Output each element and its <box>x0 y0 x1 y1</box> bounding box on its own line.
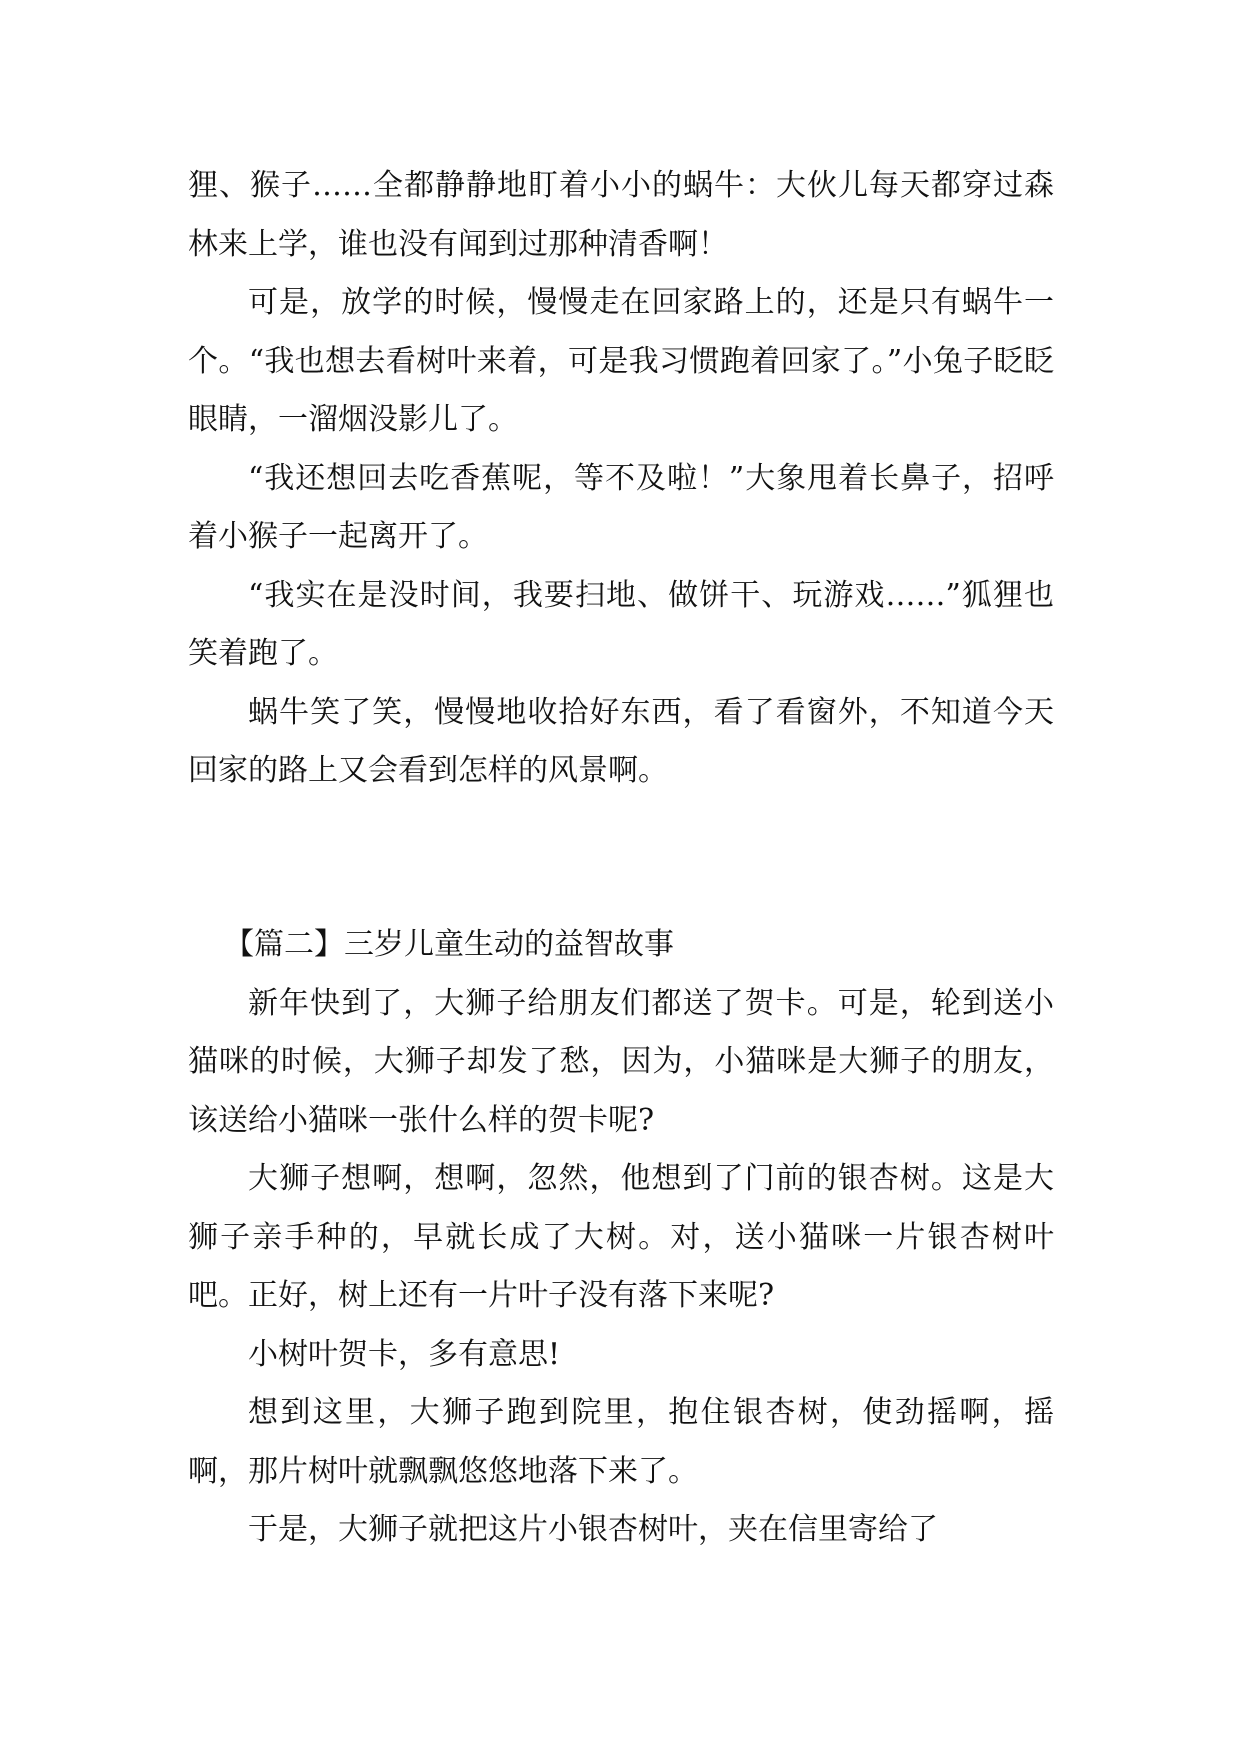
paragraph: 狸、猴子……全都静静地盯着小小的蜗牛：大伙儿每天都穿过森林来上学，谁也没有闻到过那种清香啊！ <box>188 168 1054 262</box>
paragraph: 想到这里，大狮子跑到院里，抱住银杏树，使劲摇啊，摇啊，那片树叶就飘飘悠悠地落下来了。 <box>188 1395 1054 1489</box>
paragraph: 可是，放学的时候，慢慢走在回家路上的，还是只有蜗牛一个。“我也想去看树叶来着，可是我习惯跑着回家了。”小兔子眨眨眼睛，一溜烟没影儿了。 <box>188 285 1054 437</box>
paragraph: 新年快到了，大狮子给朋友们都送了贺卡。可是，轮到送小猫咪的时候，大狮子却发了愁，因为，小猫咪是大狮子的朋友，该送给小猫咪一张什么样的贺卡呢? <box>188 985 1054 1138</box>
story-one-continuation <box>188 157 1054 801</box>
paragraph: “我还想回去吃香蕉呢，等不及啦！”大象甩着长鼻子，招呼着小猴子一起离开了。 <box>188 460 1054 554</box>
paragraph: 蜗牛笑了笑，慢慢地收拾好东西，看了看窗外，不知道今天回家的路上又会看到怎样的风景啊。 <box>188 694 1054 788</box>
paragraph: 小树叶贺卡，多有意思! <box>248 1336 561 1372</box>
section-heading: 【篇二】三岁儿童生动的益智故事 <box>224 927 674 962</box>
paragraph: 大狮子想啊，想啊，忽然，他想到了门前的银杏树。这是大狮子亲手种的，早就长成了大树。对，送小猫咪一片银杏树叶吧。正好，树上还有一片叶子没有落下来呢? <box>188 1161 1054 1313</box>
paragraph: “我实在是没时间，我要扫地、做饼干、玩游戏……”狐狸也笑着跑了。 <box>188 577 1054 671</box>
story-two-body <box>188 975 1054 1560</box>
paragraph: 于是，大狮子就把这片小银杏树叶，夹在信里寄给了 <box>248 1512 938 1547</box>
